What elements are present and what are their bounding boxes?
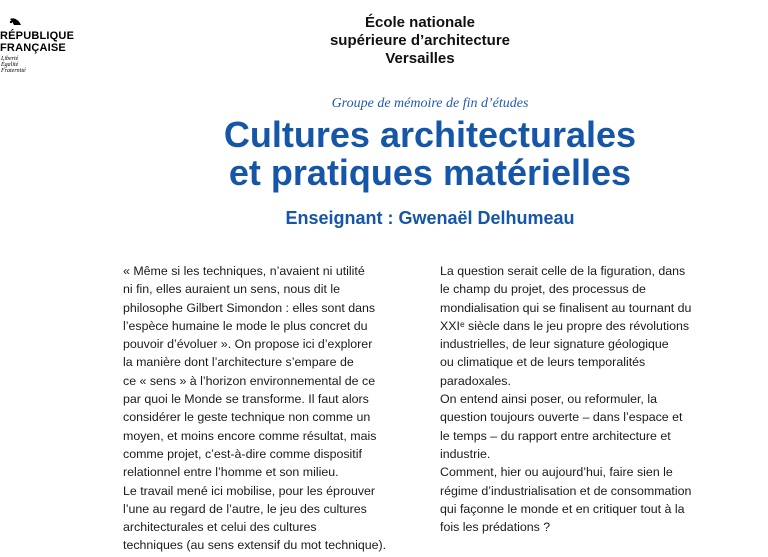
right-column-text [440, 262, 740, 536]
text-line: paradoxales. [440, 373, 511, 388]
text-line: le temps – du rapport entre architecture et [440, 428, 671, 443]
logo-line-1: RÉPUBLIQUE [0, 30, 75, 42]
text-line: qui façonne le monde et en critiquer tout à la [440, 501, 685, 516]
text-line: relationnel entre l’homme et son milieu. [123, 465, 339, 480]
school-line-2: supérieure d’architecture [329, 32, 511, 49]
text-line: La question serait celle de la figuration, dans [440, 264, 686, 278]
motto-liberte: Liberté [1, 56, 19, 62]
text-line: considérer le geste technique non comme un [123, 410, 371, 425]
text-line: industrielles, de leur signature géologique [440, 337, 669, 352]
school-line-1: École nationale [364, 14, 476, 31]
text-line: philosophe Gilbert Simondon : elles sont dans [123, 300, 376, 315]
text-line: la manière dont l’architecture s’empare de [123, 355, 354, 370]
text-line: XXIᵉ siècle dans le jeu propre des révolutions [440, 318, 690, 333]
text-line: Le travail mené ici mobilise, pour les éprouver [123, 483, 376, 498]
text-line: par quoi le Monde se transforme. Il faut alors [123, 392, 369, 407]
text-line: Comment, hier ou aujourd’hui, faire sien le [440, 465, 673, 480]
teacher-name: Enseignant : Gwenaël Delhumeau [285, 208, 575, 228]
text-line: le champ du projet, des processus de [440, 282, 646, 297]
text-line: question toujours ouverte – dans l’espace et [440, 410, 683, 425]
text-line: ni fin, elles auraient un sens, nous dit le [123, 282, 340, 297]
logo-line-2: FRANÇAISE [0, 42, 66, 54]
page-title [0, 116, 768, 192]
text-line: On entend ainsi poser, ou reformuler, la [440, 392, 657, 407]
school-line-3: Versailles [385, 50, 455, 67]
text-line: industrie. [440, 446, 491, 461]
text-line: régime d’industrialisation et de consommation [440, 483, 692, 498]
text-line: ou climatique et de leurs temporalités [440, 355, 646, 370]
text-line: l’une au regard de l’autre, le jeu des cultures [123, 501, 367, 516]
text-line: ce « sens » à l’horizon environnemental de ce [123, 373, 376, 388]
text-line: techniques (au sens extensif du mot technique). [123, 538, 387, 553]
text-line: mondialisation qui se finalisent au tournant du [440, 300, 692, 315]
text-line: fois les prédations ? [440, 520, 551, 535]
school-name [270, 14, 570, 68]
page-subtitle: Groupe de mémoire de fin d’études [331, 96, 529, 111]
text-line: l’espèce humaine le mode le plus concret du [123, 318, 368, 333]
marianne-icon [8, 18, 22, 26]
text-line: « Même si les techniques, n’avaient ni utilité [123, 264, 365, 278]
motto-egalite: Égalité [1, 62, 19, 68]
text-line: moyen, et moins encore comme résultat, mais [123, 428, 377, 443]
left-column-text [123, 262, 423, 555]
motto-fraternite: Fraternité [1, 68, 26, 74]
text-line: architecturales et celui des cultures [123, 520, 317, 535]
text-line: pouvoir d’évoluer ». On propose ici d’explorer [123, 337, 373, 352]
title-line-1: Cultures architecturales [223, 114, 637, 155]
title-line-2: et pratiques matérielles [228, 152, 632, 193]
text-line: comme projet, c’est-à-dire comme dispositif [123, 446, 362, 461]
